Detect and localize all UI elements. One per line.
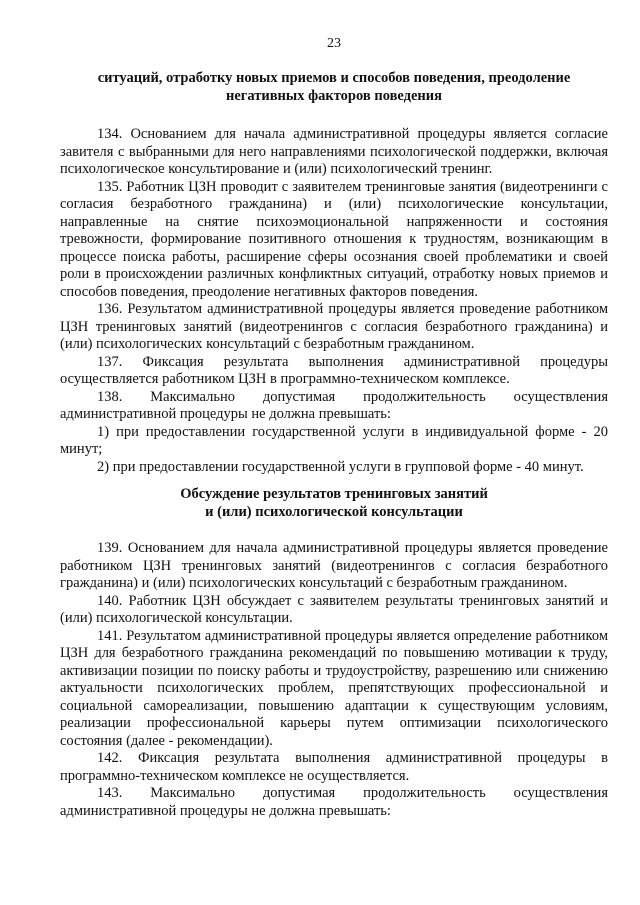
paragraph-135: 135. Работник ЦЗН проводит с заявителем тренинговые занятия (видеотренинги с согласия безработного гражданина) и (или) психологические консультации, направленные на снятие психоэмоциональной напряженности и состояния тревожности, формирование позитивного отношения к трудностям, возникающим в процессе поиска работы, расширение сферы осознания своей проблематики и своей роли в происхождении различных конфликтных ситуаций, отработку новых приемов и способов поведения, преодоление негативных факторов поведения. bbox=[60, 178, 608, 300]
paragraph-137: 137. Фиксация результата выполнения административной процедуры осуществляется работником ЦЗН в программно-техническом комплексе. bbox=[60, 353, 608, 387]
list-item-1: 1) при предоставлении государственной услуги в индивидуальной форме - 20 минут; bbox=[60, 423, 608, 457]
paragraph-143: 143. Максимально допустимая продолжительность осуществления административной процедуры не должна превышать: bbox=[60, 785, 608, 819]
paragraph-139: 139. Основанием для начала административной процедуры является проведение работником ЦЗН тренинговых занятий (видеотренингов с согласия безработного гражданина) и (или) психологических консультаций с безработным гражданином. bbox=[60, 540, 608, 591]
page-number: 23 bbox=[327, 36, 341, 51]
section-heading bbox=[60, 485, 608, 521]
paragraph-142: 142. Фиксация результата выполнения административной процедуры в программно-техническом комплексе не осуществляется. bbox=[60, 750, 608, 784]
heading-line: Обсуждение результатов тренинговых занятий bbox=[180, 486, 488, 502]
body-block bbox=[60, 126, 608, 476]
body-block bbox=[60, 540, 608, 820]
heading-line: негативных факторов поведения bbox=[226, 88, 442, 104]
paragraph-138: 138. Максимально допустимая продолжительность осуществления административной процедуры не должна превышать: bbox=[60, 388, 608, 422]
heading-line: ситуаций, отработку новых приемов и способов поведения, преодоление bbox=[97, 70, 571, 86]
paragraph-134: 134. Основанием для начала административной процедуры является согласие завителя с выбранными для него направлениями психологической поддержки, включая психологическое консультирование и (или) психологический тренинг. bbox=[60, 126, 608, 177]
section-heading-continued bbox=[60, 69, 608, 105]
paragraph-140: 140. Работник ЦЗН обсуждает с заявителем результаты тренинговых занятий и (или) психологической консультации. bbox=[60, 592, 608, 626]
list-item-2: 2) при предоставлении государственной услуги в групповой форме - 40 минут. bbox=[97, 458, 584, 475]
heading-line: и (или) психологической консультации bbox=[205, 504, 463, 520]
paragraph-141: 141. Результатом административной процедуры является определение работником ЦЗН для безработного гражданина рекомендаций по повышению мотивации к труду, активизации позиции по поиску работы и трудоустройству, разрешению или снижению актуальности психологических проблем, препятствующих профессиональной и социальной самореализации, повышению адаптации к существующим условиям, реализации профессиональной карьеры путем оптимизации психологического состояния (далее - рекомендации). bbox=[60, 627, 608, 749]
paragraph-136: 136. Результатом административной процедуры является проведение работником ЦЗН тренинговых занятий (видеотренингов с согласия безработного гражданина) и (или) психологических консультаций с безработным гражданином. bbox=[60, 301, 608, 352]
